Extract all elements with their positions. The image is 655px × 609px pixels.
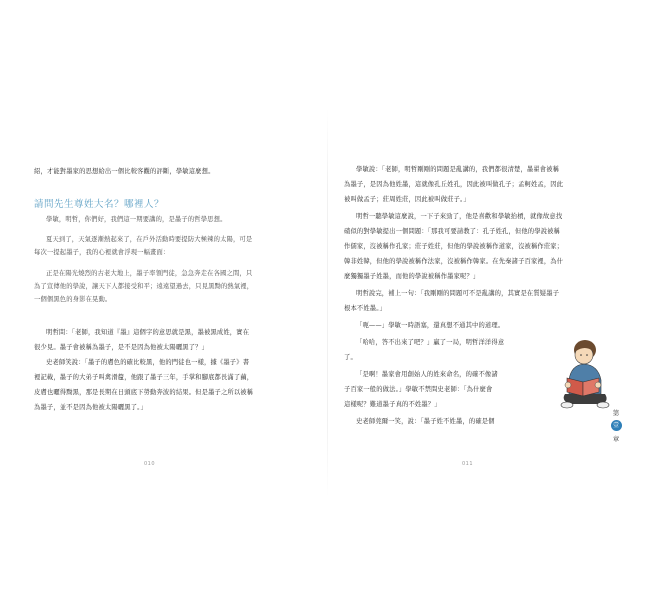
boy-reading-illustration	[555, 338, 615, 412]
chapter-tab	[608, 408, 624, 458]
text-line: 為墨子，是因為他姓墨，這就像孔丘姓孔，因此被叫做孔子；孟軻姓孟，因此	[344, 181, 564, 188]
text-line: 明哲一聽學敏這麼說，一下子來勁了，他是喜歡和學敏抬槓，就像故意找	[356, 213, 563, 220]
dialogue-line: 皮膚也曬得黝黑，那是長期在日頭底下勞動奔波的結果。但是墨子之所以被稱	[34, 389, 254, 396]
text-line: 麼獨獨墨子姓墨，而他的學說被稱作墨家呢？」	[344, 273, 480, 280]
right-page	[344, 108, 624, 498]
text-line: 這樣呢？難道墨子真的不姓墨？」	[344, 401, 441, 408]
left-page	[34, 108, 314, 498]
text-line: 根本不姓墨。」	[344, 305, 386, 312]
lecture-line: 夏天到了，天氣逐漸熱起來了，在戶外活動時要提防大極辣的太陽，可是	[46, 236, 253, 243]
dialogue-line: 裡記載，墨子的大弟子叫禽滑釐，他跟了墨子三年，手掌和腳底都長滿了繭，	[34, 374, 254, 381]
text-line: 作儒家，沒被稱作孔家；莊子姓莊，但他的學說被稱作道家，沒被稱作莊家；	[344, 243, 564, 250]
left-opening-line: 紹，才能對墨家的思想給出一個比較客觀的評斷，學敏這麼想。	[34, 168, 215, 175]
chapter-tab-bottom: 章	[612, 435, 620, 443]
lecture-line: 一個個黑色的身影在晃動。	[34, 296, 112, 303]
text-line: 學敏說：「老師，明哲剛剛的問題是亂講的，我們都很清楚，墨翟會被稱	[356, 166, 560, 173]
text-line: 「呃——」學敏一時語塞，還真想不通其中的道理。	[356, 322, 505, 329]
text-line: 子百家一般的做法。」學敏不禁問史老師：「為什麼會	[344, 386, 493, 393]
page-number: 010	[144, 461, 156, 467]
page-gutter	[327, 108, 328, 498]
dialogue-line: 很少見。墨子會被稱為墨子，是不是因為他被太陽曬黑了？」	[34, 344, 209, 351]
chapter-number-badge: 壹	[611, 420, 622, 431]
page-number: 011	[462, 461, 474, 467]
text-line: 碴似的對學敏提出一個問題：「那我可要請教了：孔子姓孔，但他的學說被稱	[344, 228, 561, 235]
lecture-line: 每次一提起墨子，我的心裡就會浮現一幅畫面：	[34, 249, 170, 256]
dialogue-line: 史老師笑說：「墨子的膚色的確比較黑，他的門徒也一樣，據《墨子》書	[46, 359, 250, 366]
lecture-line: 正是在陽光燒烈的古老大地上，墨子率領門徒，急急奔走在各國之間，只	[46, 270, 253, 277]
text-line: 史老師莞爾一笑，說：「墨子姓不姓墨，的確是個	[356, 418, 495, 425]
chapter-tab-top: 第	[612, 409, 620, 417]
text-line: 「哈哈，答不出來了吧？」贏了一局，明哲洋洋得意	[356, 339, 505, 346]
text-line: 被叫做孟子；莊周姓莊，因此被叫做莊子。」	[344, 196, 470, 203]
lecture-line: 學敏，明哲，你們好，我們這一期要講的，是墨子的哲學思想。	[46, 216, 227, 223]
text-line: 「是啊！墨家會用創始人的姓來命名，的確不像諸	[356, 371, 498, 378]
text-line: 了。	[344, 354, 357, 361]
section-heading: 請問先生尊姓大名？哪裡人？	[34, 199, 165, 210]
dialogue-line: 明哲問：「老師，我知道『墨』這個字的意思就是黑，墨被黑成姓，實在	[46, 329, 250, 336]
dialogue-line: 為墨子，並不是因為他被太陽曬黑了。」	[34, 404, 147, 411]
text-line: 明哲說完，補上一句：「我剛剛的問題可不是亂講的，其實是在質疑墨子	[356, 290, 560, 297]
lecture-line: 為了宣傳他的學說，讓天下人都接受和平；遠遠望過去，只見黑黝的熱氣裡，	[34, 283, 254, 290]
text-line: 韓非姓韓，但他的學說被稱作法家，沒被稱作韓家。在先秦諸子百家裡，為什	[344, 258, 564, 265]
